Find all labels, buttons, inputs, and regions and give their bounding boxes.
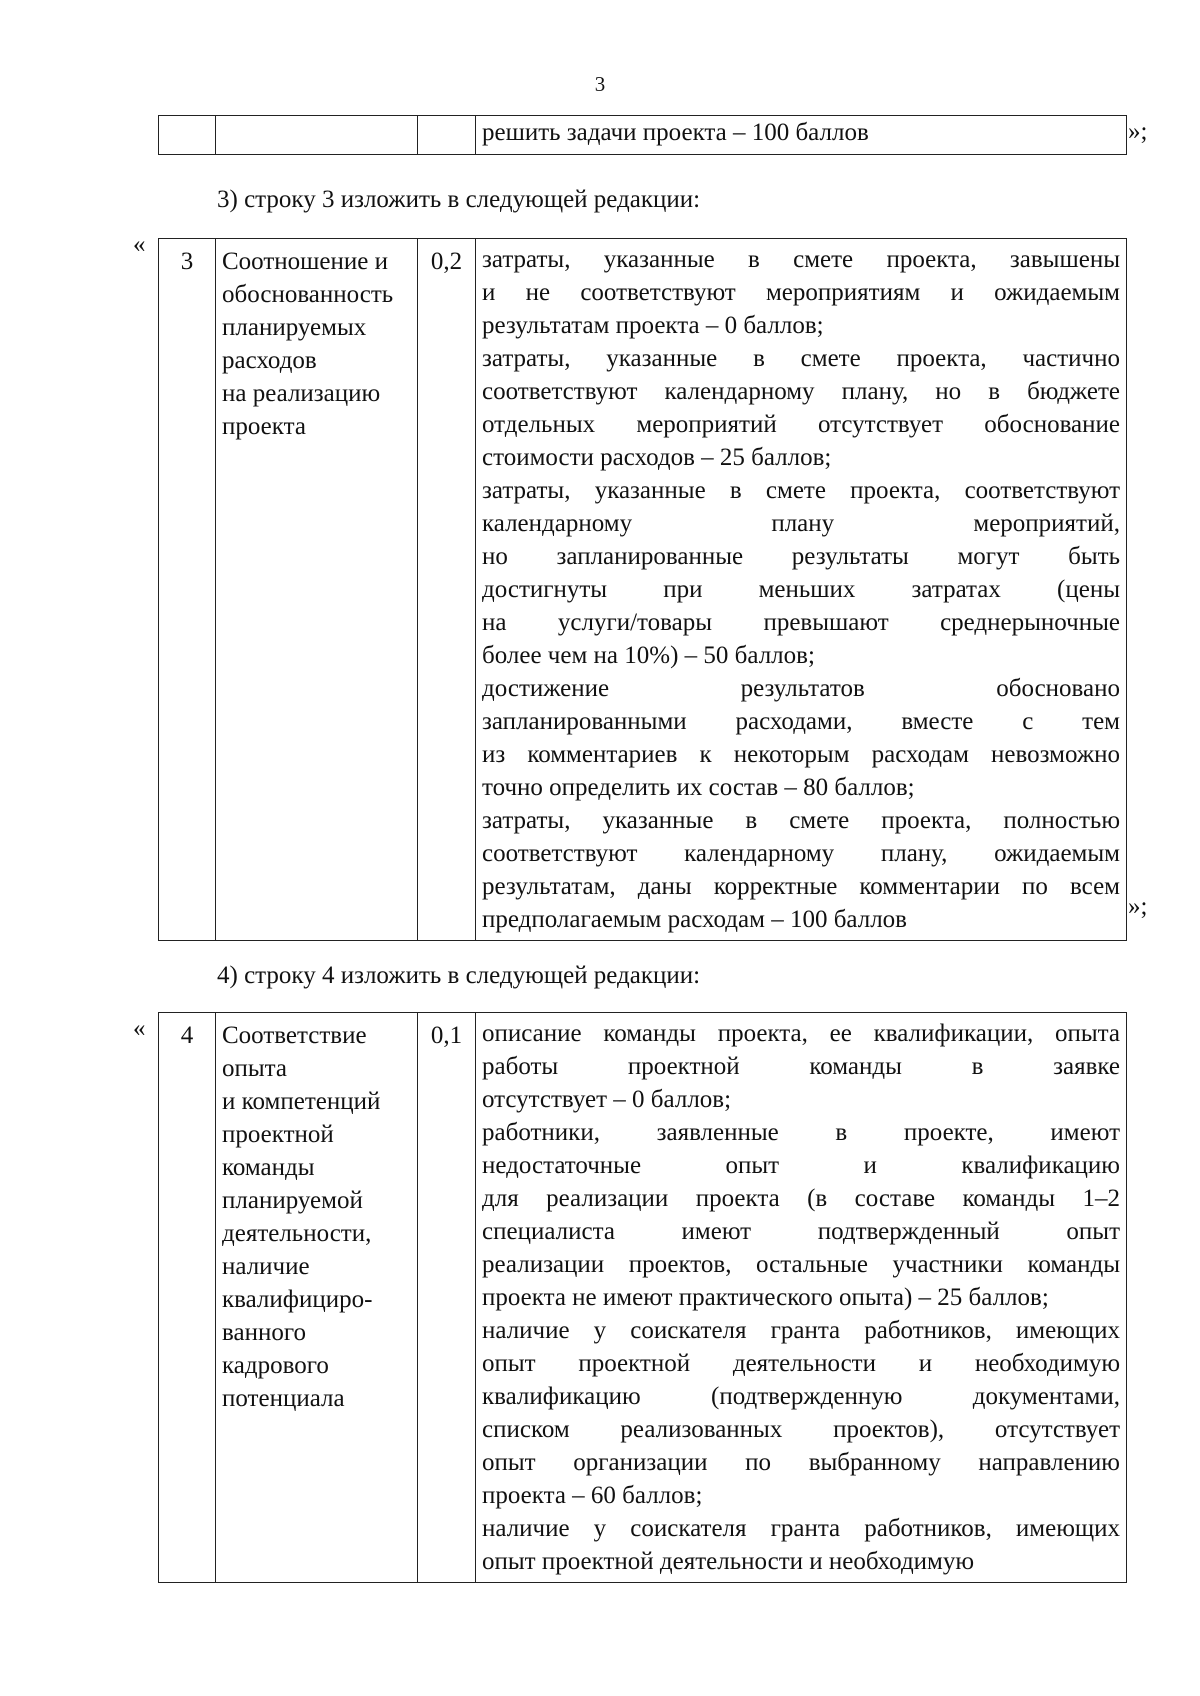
criterion-line: и компетенций <box>222 1088 381 1115</box>
criterion-line: команды <box>222 1154 315 1181</box>
description-line: списком реализованных проектов), отсутствует <box>482 1416 1120 1443</box>
description-line: опыт проектной деятельности и необходимую <box>482 1350 1120 1377</box>
cell-criterion <box>216 1013 418 1583</box>
criterion-line: деятельности, <box>222 1220 372 1247</box>
opening-quote: « <box>133 1015 146 1042</box>
table-row <box>159 116 1127 155</box>
description-line: специалиста имеют подтвержденный опыт <box>482 1218 1120 1245</box>
closing-quote: »; <box>1128 893 1148 920</box>
cell-weight: 0,1 <box>418 1013 476 1583</box>
criterion-line: планируемых <box>222 314 367 341</box>
cell-description <box>476 239 1127 941</box>
cell-num-empty <box>159 116 216 155</box>
description-line: запланированными расходами, вместе с тем <box>482 708 1120 735</box>
table-top-fragment <box>158 115 1127 155</box>
criterion-line: Соотношение и <box>222 248 388 275</box>
criterion-line: планируемой <box>222 1187 363 1214</box>
description-line: результатам, даны корректные комментарии по всем <box>482 873 1120 900</box>
cell-criterion <box>216 239 418 941</box>
description-line: затраты, указанные в смете проекта, частично <box>482 345 1120 372</box>
description-line: из комментариев к некоторым расходам невозможно <box>482 741 1120 768</box>
paragraph-row4-instruction: 4) строку 4 изложить в следующей редакции: <box>217 962 701 989</box>
description-line: наличие у соискателя гранта работников, имеющих <box>482 1317 1120 1344</box>
description-line: но запланированные результаты могут быть <box>482 543 1120 570</box>
paragraph-row3-instruction: 3) строку 3 изложить в следующей редакции: <box>217 186 701 213</box>
cell-weight: 0,2 <box>418 239 476 941</box>
description-line: описание команды проекта, ее квалификации, опыта <box>482 1020 1120 1047</box>
description-line: для реализации проекта (в составе команды 1–2 <box>482 1185 1120 1212</box>
criterion-line: проекта <box>222 413 306 440</box>
description-line: опыт проектной деятельности и необходимую <box>482 1548 975 1575</box>
description-line: достигнуты при меньших затратах (цены <box>482 576 1120 603</box>
table-row4 <box>158 1012 1127 1583</box>
description-line: отсутствует – 0 баллов; <box>482 1086 732 1113</box>
description-line: проекта – 60 баллов; <box>482 1482 703 1509</box>
description-line: работники, заявленные в проекте, имеют <box>482 1119 1120 1146</box>
description-line: реализации проектов, остальные участники команды <box>482 1251 1120 1278</box>
description-line: решить задачи проекта – 100 баллов <box>482 119 869 146</box>
cell-row-number: 4 <box>159 1013 216 1583</box>
description-line: на услуги/товары превышают среднерыночные <box>482 609 1120 636</box>
description-line: проекта не имеют практического опыта) – 25 баллов; <box>482 1284 1049 1311</box>
cell-description <box>476 1013 1127 1583</box>
criterion-line: кадрового <box>222 1352 329 1379</box>
description-line: предполагаемым расходам – 100 баллов <box>482 906 907 933</box>
description-line: стоимости расходов – 25 баллов; <box>482 444 832 471</box>
criterion-line: обоснованность <box>222 281 394 308</box>
description-line: календарному плану мероприятий, <box>482 510 1120 537</box>
cell-description <box>476 116 1127 155</box>
criterion-line: наличие <box>222 1253 310 1280</box>
criterion-line: квалифициро- <box>222 1286 373 1313</box>
description-line: недостаточные опыт и квалификацию <box>482 1152 1120 1179</box>
criterion-line: на реализацию <box>222 380 381 407</box>
description-line: затраты, указанные в смете проекта, соответствуют <box>482 477 1120 504</box>
description-line: отдельных мероприятий отсутствует обоснование <box>482 411 1120 438</box>
description-line: затраты, указанные в смете проекта, завышены <box>482 246 1120 273</box>
opening-quote: « <box>133 231 146 258</box>
criterion-line: потенциала <box>222 1385 345 1412</box>
page-number: 3 <box>594 72 606 96</box>
criterion-line: проектной <box>222 1121 334 1148</box>
description-line: затраты, указанные в смете проекта, полностью <box>482 807 1120 834</box>
table-row <box>159 1013 1127 1583</box>
criterion-line: опыта <box>222 1055 288 1082</box>
criterion-line: ванного <box>222 1319 306 1346</box>
description-line: наличие у соискателя гранта работников, имеющих <box>482 1515 1120 1542</box>
criterion-line: расходов <box>222 347 317 374</box>
cell-row-number: 3 <box>159 239 216 941</box>
closing-quote: »; <box>1128 118 1148 145</box>
description-line: соответствуют календарному плану, но в бюджете <box>482 378 1120 405</box>
table-row3 <box>158 238 1127 941</box>
cell-criterion-empty <box>216 116 418 155</box>
description-line: опыт организации по выбранному направлению <box>482 1449 1120 1476</box>
description-line: достижение результатов обосновано <box>482 675 1120 702</box>
cell-weight-empty <box>418 116 476 155</box>
description-line: результатам проекта – 0 баллов; <box>482 312 824 339</box>
description-line: точно определить их состав – 80 баллов; <box>482 774 915 801</box>
description-line: и не соответствуют мероприятиям и ожидаемым <box>482 279 1120 306</box>
criterion-line: Соответствие <box>222 1022 367 1049</box>
description-line: соответствуют календарному плану, ожидаемым <box>482 840 1120 867</box>
description-line: работы проектной команды в заявке <box>482 1053 1120 1080</box>
table-row <box>159 239 1127 941</box>
description-line: квалификацию (подтвержденную документами, <box>482 1383 1120 1410</box>
description-line: более чем на 10%) – 50 баллов; <box>482 642 815 669</box>
